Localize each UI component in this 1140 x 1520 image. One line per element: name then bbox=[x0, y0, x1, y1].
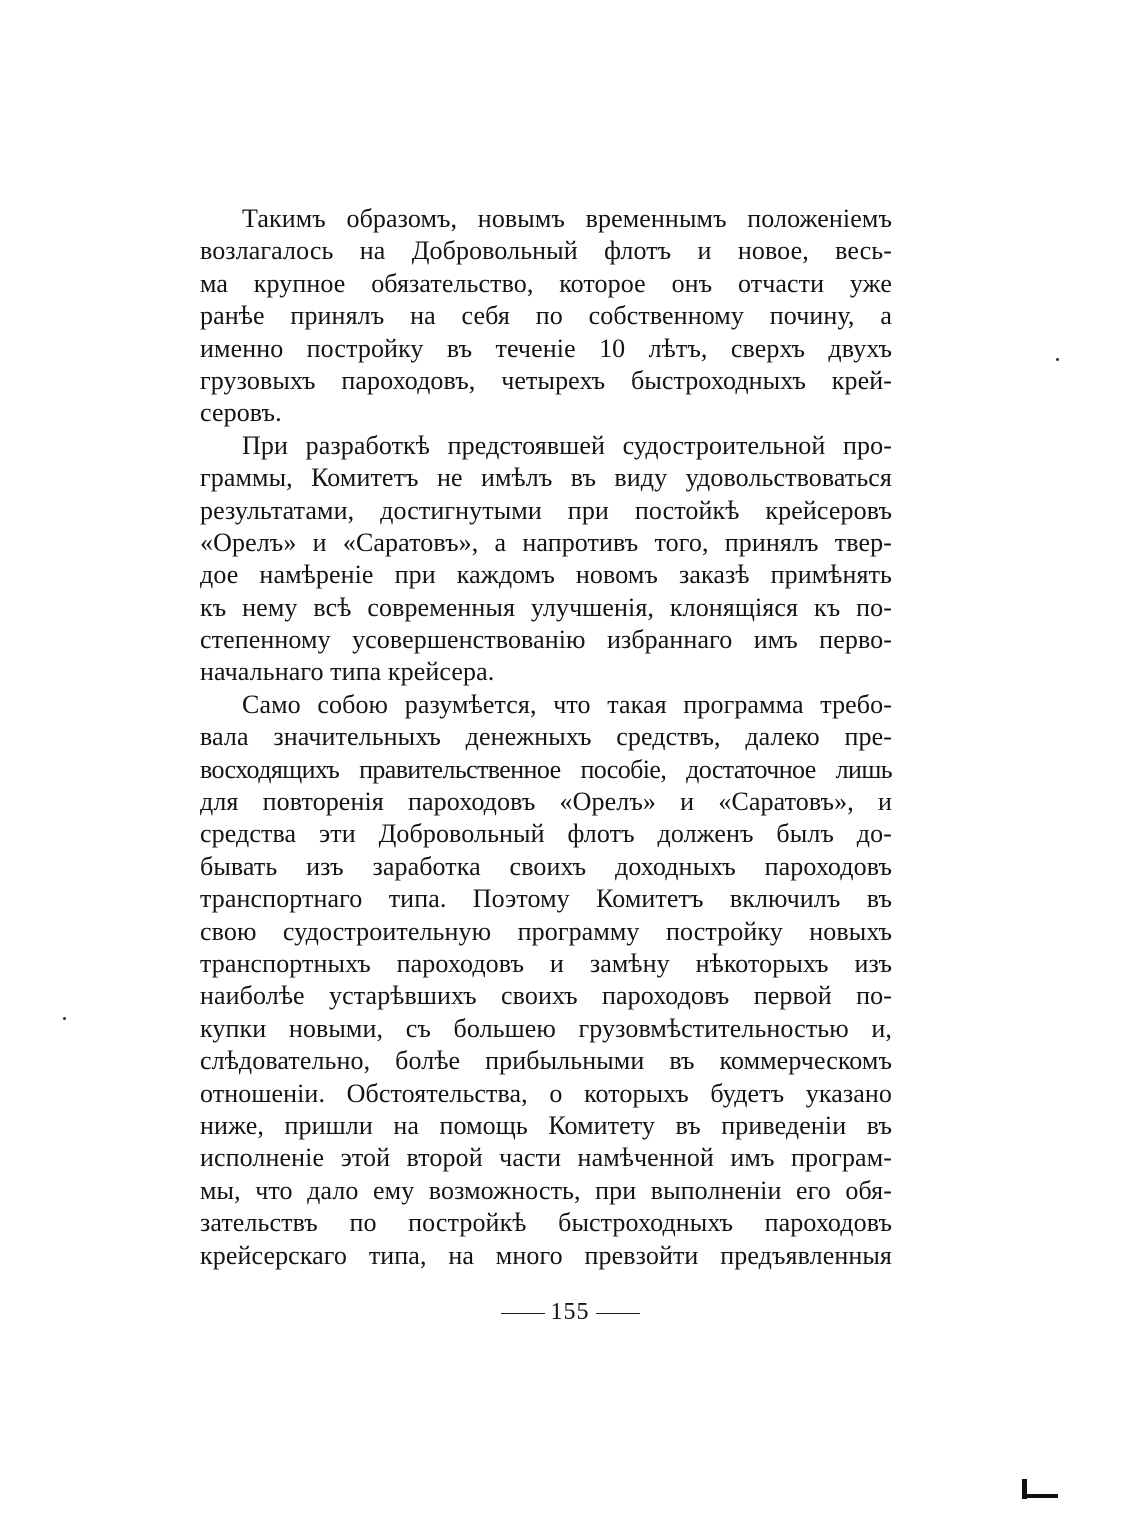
text-line: начальнаго типа крейсера. bbox=[200, 657, 495, 687]
text-line: восходящихъ правительственное пособiе, достаточное лишь bbox=[200, 754, 892, 784]
text-line: отношенiи. Обстоятельства, о которыхъ будетъ указано bbox=[200, 1078, 892, 1108]
text-line: ма крупное обязательство, которое онъ отчасти уже bbox=[200, 268, 892, 298]
text-line: граммы, Комитетъ не имѣлъ въ виду удовольствоваться bbox=[200, 463, 892, 493]
text-line: возлагалось на Добровольный флотъ и новое, весь- bbox=[200, 236, 892, 266]
text-line: транспортныхъ пароходовъ и замѣну нѣкоторыхъ изъ bbox=[200, 948, 892, 978]
text-line: степенному усовершенствованiю избраннаго имъ перво- bbox=[200, 625, 892, 655]
page-number-footer bbox=[0, 1296, 1140, 1328]
text-line: средства эти Добровольный флотъ долженъ былъ до- bbox=[200, 819, 892, 849]
text-line: При разработкѣ предстоявшей судостроительной про- bbox=[242, 430, 892, 460]
scan-speck bbox=[1056, 358, 1059, 361]
scan-speck bbox=[63, 1017, 66, 1020]
page-number: 155 bbox=[550, 1299, 590, 1325]
text-line: наиболѣе устарѣвшихъ своихъ пароходовъ первой по- bbox=[200, 981, 892, 1011]
text-line: ранѣе принялъ на себя по собственному почину, а bbox=[200, 301, 892, 331]
dash-left-decoration bbox=[501, 1313, 545, 1314]
text-line: свою судостроительную программу постройку новыхъ bbox=[200, 916, 892, 946]
text-line: для повторенiя пароходовъ «Орелъ» и «Саратовъ», и bbox=[200, 787, 892, 817]
text-line: слѣдовательно, болѣе прибыльными въ коммерческомъ bbox=[200, 1046, 892, 1076]
dash-right-decoration bbox=[596, 1313, 640, 1314]
text-line: ниже, пришли на помощь Комитету въ приведенiи въ bbox=[200, 1110, 892, 1140]
text-line: исполненiе этой второй части намѣченной имъ програм- bbox=[200, 1143, 892, 1173]
text-line: именно постройку въ теченiе 10 лѣтъ, сверхъ двухъ bbox=[200, 333, 892, 363]
text-line: мы, что дало ему возможность, при выполненiи его обя- bbox=[200, 1175, 892, 1205]
text-line: серовъ. bbox=[200, 398, 282, 428]
text-line: Такимъ образомъ, новымъ временнымъ положенiемъ bbox=[242, 204, 892, 233]
corner-crop-mark-icon bbox=[1022, 1475, 1062, 1501]
text-line: крейсерскаго типа, на много превзойти предъявленныя bbox=[200, 1240, 892, 1270]
text-line: къ нему всѣ современныя улучшенiя, клонящiяся къ по- bbox=[200, 592, 892, 622]
text-line: зательствъ по постройкѣ быстроходныхъ пароходовъ bbox=[200, 1208, 892, 1238]
text-line: результатами, достигнутыми при постойкѣ крейсеровъ bbox=[200, 495, 892, 525]
body-text bbox=[200, 203, 892, 1272]
text-line: транспортнаго типа. Поэтому Комитетъ включилъ въ bbox=[200, 884, 892, 914]
text-line: вала значительныхъ денежныхъ средствъ, далеко пре- bbox=[200, 722, 892, 752]
text-line: дое намѣренiе при каждомъ новомъ заказѣ примѣнять bbox=[200, 560, 892, 590]
text-line: грузовыхъ пароходовъ, четырехъ быстроходныхъ крей- bbox=[200, 365, 892, 395]
text-line: Само собою разумѣется, что такая программа требо- bbox=[242, 689, 892, 719]
text-line: бывать изъ заработка своихъ доходныхъ пароходовъ bbox=[200, 851, 892, 881]
text-line: купки новыми, съ большею грузовмѣстительностью и, bbox=[200, 1013, 892, 1043]
text-line: «Орелъ» и «Саратовъ», а напротивъ того, принялъ твер- bbox=[200, 527, 892, 557]
